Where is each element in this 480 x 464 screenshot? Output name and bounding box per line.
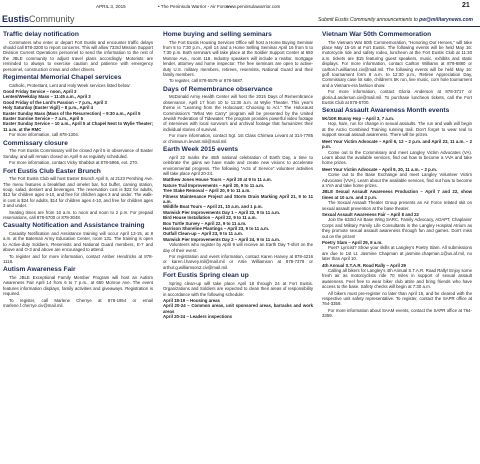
list-item (163, 194, 313, 205)
paragraph: The Fort Eustis Commissary will be closed April 5 in observance of Easter Sunday, and will remain closed on April 6 as regularly scheduled. (3, 148, 153, 159)
list-item-text: Good Friday Service – noon, April 3 (3, 89, 77, 95)
paragraph: Calling all bikers for Langley's 4th Annual S.T.A.R. Road Rally! Enjoy some fresh air as motorcyclists ride 70 miles in support of sexual assault awareness. Feel free to wear biker club attire and bring friends who have access to the base. Safety checks will begin at 7:30 a.m. (322, 268, 472, 290)
list-item (163, 303, 313, 314)
paragraph: For more information about SAAM events, contact the SAPR office at 764-3359. (322, 307, 472, 319)
paragraph: For registration and event information, contact Karen Harvey at 878-4216 or karen.l.harvey.mil@mail.mil or Artie Williamson at 878-7378 or arthur.g.williamson2.civ@mail.mil. (163, 254, 313, 270)
paragraph: To register, call 878-5579 or 878-5687. (169, 78, 244, 84)
list-item-text: Tree Stake Removal – April 20, 9 to 11 a.m. (163, 188, 251, 194)
subhead-text: Meet Your Victim Advocate – April 6, 12 – 2 p.m. and April 23, 11 a.m. – 2 p.m. (322, 138, 472, 150)
subhead-text: 5K/10K Bunny Hop – April 3, 7 a.m. (322, 116, 395, 122)
headline: Fort Eustis Spring clean up (163, 272, 249, 280)
list-item-text: Good Friday of the Lord's Passion – 7 p.m., April 3 (3, 99, 107, 105)
list-item-text: Lenten/Weekday Mass – 11:45 a.m., April 3 (3, 94, 91, 100)
headline: Traffic delay notification (3, 31, 79, 38)
list-item-text: Holy Saturday (Easter Vigil) – 8 p.m., April 4 (3, 105, 94, 111)
paragraph: McDonald Army Health Center will host the 2015 Days of Remembrance observance, April 17 from 10 to 11:30 a.m. at Wylie Theater. This year's theme is "Learning from the Holocaust: Choosing to Act." The Holocaust Commission's "What We Carry" program will be presented by the United Jewish Federation of Tidewater. The program provides powerful video footage of interviews with local survivors and archival footage that humanizes their individual stories of survival. (163, 94, 313, 132)
column-2 (163, 29, 313, 320)
headline: Fort Eustis Club Easter Brunch (3, 167, 101, 175)
paragraph: The JBLE Exceptional Family Member Program will host an Autism Awareness Fair April 14 from 6 to 7 p.m., at 650 Monroe Ave. The event features information displays, family activities and giveaways. Registration is required. (3, 274, 153, 297)
submit-text: Submit Eustis Community announcements to (318, 17, 420, 23)
subhead-text: Sexual Assault Awareness Fair – April 8 and 22 (322, 211, 419, 217)
subhead-text: 4th Annual S.T.A.R. Road Rally – April 29 (322, 262, 406, 268)
list-item-text: April 18-19 – Housing areas (163, 298, 220, 304)
paragraph: Casualty Notification and Assistance training will occur April 13-15, at 8 a.m. at the Bateman Army Education Center, room 131. The training is open to Active-duty Soldiers, Reservists and National Guard members, E-7 and above and O-3 and above are encouraged to attend. (3, 230, 153, 253)
headline: Vietnam War 50th Commemoration (322, 31, 432, 38)
paragraph: Volunteers who register by April 9 will receive an Earth Day T-shirt on the day of their event. (163, 242, 313, 253)
submit-email[interactable]: pw@militarynews.com (419, 17, 473, 23)
paragraph: Come out to the Commissary and meet Langley Victim Advocates (VA). Learn about the available services, find out how to become a VVA and take home prizes. (322, 149, 472, 166)
list-item-text: Easter Sunday Mass (Mass of the Resurrection) – 9:30 a.m., April 5 (3, 110, 141, 116)
paragraph: Spring clean-up will take place April 18 through 24 at Fort Eustis. Organizations and Soldiers are expected to clean their areas of responsibility in accordance with the following schedule: (163, 280, 313, 297)
headline: Autism Awareness Fair (3, 266, 76, 274)
paragraph: April 22 marks the 45th national celebration of Earth Day, a time to celebrate the gains we have made and create new visions to accelerate environmental progress. The following "Acts of Service" volunteer activities will take place April 20-24. (163, 154, 313, 176)
paragraph: The Fort Eustis Club will host Easter Brunch April 5, at 2123 Pershing Ave. The menu features a breakfast and omelet bar, hot buffet, carving station, soup, salad, dessert and beverages. The reservation cost is $22 for adults, $12 for children ages 4-10, and free for children ages 3 and under. The walk-in cost is $24 for adults, $14 for children ages 4-10, and free for children ages 3 and under. (3, 176, 153, 209)
list-item-text: Matthew Jones House Tours – April 20 at 9 to 11 a.m. (163, 177, 272, 183)
paragraph: For more information, contact Sgt. 1st Class Chimwa Levant at 314-7785 or chimwa.m.levant.mil@mail.mil. (163, 133, 313, 144)
website-link[interactable]: www.peninsulawarrior.com (226, 4, 281, 9)
paragraph: Come out to the Base Exchange and meet Langley Volunteer Victim Advocates (VVA). Learn about the available services, find out how to become a VVA and take home prizes. (322, 172, 472, 188)
headline: Earth Week 2015 events (163, 146, 239, 154)
headline: Commissary closure (3, 139, 68, 147)
paragraph: For more information, call 878-1304. (9, 132, 80, 138)
section-title (2, 14, 75, 24)
paragraph: Seating times are from 10 a.m. to noon and noon to 2 p.m. For prepaid reservations, call 878-5700 or 878-3048. (3, 209, 153, 220)
publication-name: • The Peninsula Warrior - Air Force • (158, 4, 232, 9)
paragraph: Commuters who enter or depart Fort Eustis and encounter traffic delays should call 878-3200 to report concerns. This will allow 733rd Mission Support Division Current Operations personnel to send the information to the rest of the JBLE community to adjust travel plans accordingly. Motorists are reminded to always to exercise caution and patience with emergency personnel, construction crews and other drivers. (3, 39, 153, 72)
list-item-text: Warwick Pier Improvements Day 1 – April 22, 9 to 11 a.m. (163, 209, 281, 215)
paragraph: All bikers must pre-register no later than April 15, and be cleared with the respective unit safety representative. To register, contact the SAPR office at 764-3359. (322, 290, 472, 307)
paragraph: The Sexual Assault Theater Group presents an Air Force related skit on sexual assault prevention at the base theater. (322, 200, 472, 211)
submit-note (318, 17, 473, 23)
paragraph: For more information, contact Gloria Anderson at 878-3717 or gloria.d.anderson.civ@mail.mil. To purchase luncheon tickets, call the Fort Eustis Club at 878-5700. (322, 89, 472, 106)
headline: Casualty Notification and Assistance training (3, 222, 145, 230)
issue-date: APRIL 3, 2015 (96, 4, 126, 9)
subhead-text: Poetry Slam – April 29, 8 a.m. (322, 240, 383, 245)
list-item-text: April 20-24 – Common areas, unit sponsored areas, barracks and work areas (163, 303, 313, 314)
list-item-text: Warwick Pier Improvements Day 2 – April 24, 9 to 11 a.m. (163, 236, 281, 242)
column-3 (322, 29, 472, 320)
subhead-text: JBLE Sexual Assault Awareness Production – April 7 and 22, show times at 10 a.m. and 2 p.m. (322, 189, 472, 200)
list-item (3, 121, 153, 132)
paragraph: For more information, contact Vicky Shabbot at 878-5966, ext. 270. (9, 160, 139, 166)
list-item-text: Wildlife Boat Tours – April 21, 10 a.m. and 1 p.m. (163, 204, 263, 210)
headline: Regimental Memorial Chapel services (3, 74, 122, 82)
section-title-rest: Community (29, 14, 75, 24)
paragraph: To register, call Marlene Cherrye at 878-1954 or email marlene.f.cherrye.civ@mail.mil. (3, 297, 153, 308)
list-item-text: Box Turtle Survey – April 22, 9 to 11 a.m. (163, 220, 247, 226)
column-1 (3, 29, 153, 309)
list-item-text: Outfall Clean-up – April 23, 9 to 11 a.m. (163, 231, 243, 237)
paragraph: The Vietnam War 50th Commemoration, "Honoring Our Heroes," will take place May 15-16 at Fort Eustis. The following events will be held May 16: motorcycle ride and safety rodeo, luncheon at the Fort Eustis Club at 11:30 a.m. tickets are $15 featuring guest speakers, music, exhibits and static displays. For more information, contact Carlton Williams at 878-6880 or carlton.h.williams4.civ@mail.mil. The following events will be held May 16: golf tournament form 8 a.m. to 12:30 p.m., Retiree Appreciation Day, Commissary case lot sale, children's 5K run, live music, corn hole tournament and a Vietnam-era fashion show. (322, 39, 472, 88)
paragraph: Hop, hare, run for change in sexual assaults. The run and walk will begin at the Anzio Combined Training running trail. Don't forget to wear teal to support sexual assault awareness. There will be prizes. (322, 121, 472, 138)
subhead (322, 189, 472, 200)
paragraph: Catholic, Protestant, Lent and Holy Week services listed below: (9, 82, 131, 88)
list-item-text: Fitness Maintenance Project and Storm Drain Marking April 21, 9 to 11 a.m. (163, 193, 313, 204)
top-line (0, 0, 480, 14)
header-rule (0, 26, 480, 27)
paragraph: To register and for more information, contact Amber Hendricks at 878-1118. (3, 253, 153, 264)
list-item-text: Easter Sunday Service – 10 a.m., April 5 at Chapel Next to Wylie Theater; 11 a.m. at the RMC (3, 121, 153, 132)
list-item-text: Harrison Shoreline Plantings – April 23, 9 to 11 a.m. (163, 225, 270, 231)
page-number: 21 (462, 2, 470, 9)
paragraph: The Fort Eustis Housing Services Office will host a Home Buying Seminar from 5 to 7:30 p.m., April 14 and a Home Selling Seminar April 16 from 5 to 7:30 p.m. Both seminars will take place at the Soldier Support Center at 650 Monroe Ave., room 118. Industry speakers will include a realtor, mortgage lender, attorney and home inspector. The free seminars are open to active-duty U.S. military members, retirees, reservists, National Guard and their family members. (163, 39, 313, 78)
headline: Home buying and selling seminars (163, 31, 272, 38)
paragraph: Join the 633rd Air Base Wing SARC, Family Advocacy, ADAPT, Chaplains' Corps and Military Family Life Consultants in the Langley Hospital Atrium as they promote sexual assault awareness through fun and games. Don't miss out on the prizes! (322, 217, 472, 239)
list-item-text: April 20-24 – Leaders inspections (163, 314, 233, 320)
list-item (163, 314, 313, 319)
list-item-text: Easter Sunrise Service – 7 a.m., April 5 (3, 116, 83, 122)
subhead-text: Meet Your Victim Advocate – April 9, 20, 11 a.m. – 2 p.m. (322, 166, 438, 172)
section-title-bold: Eustis (2, 14, 30, 24)
list-item-text: Bird House Installation – April 22, 9 to 11 a.m. (163, 215, 257, 221)
list-item-text: Nature Trail Improvements – April 20, 9 to 11 a.m. (163, 182, 265, 188)
headline: Sexual Assault Awareness Month events (322, 107, 450, 115)
paragraph: Poet? Lyricist? Show your skills at Langley's Poetry Slam. All submissions are due to 1st Lt. Jasmine Chapman at jasmine.chapman.1@us.af.mil, no later than April 10. (322, 245, 472, 262)
headline: Days of Remembrance observance (163, 85, 273, 93)
subhead (322, 139, 472, 150)
